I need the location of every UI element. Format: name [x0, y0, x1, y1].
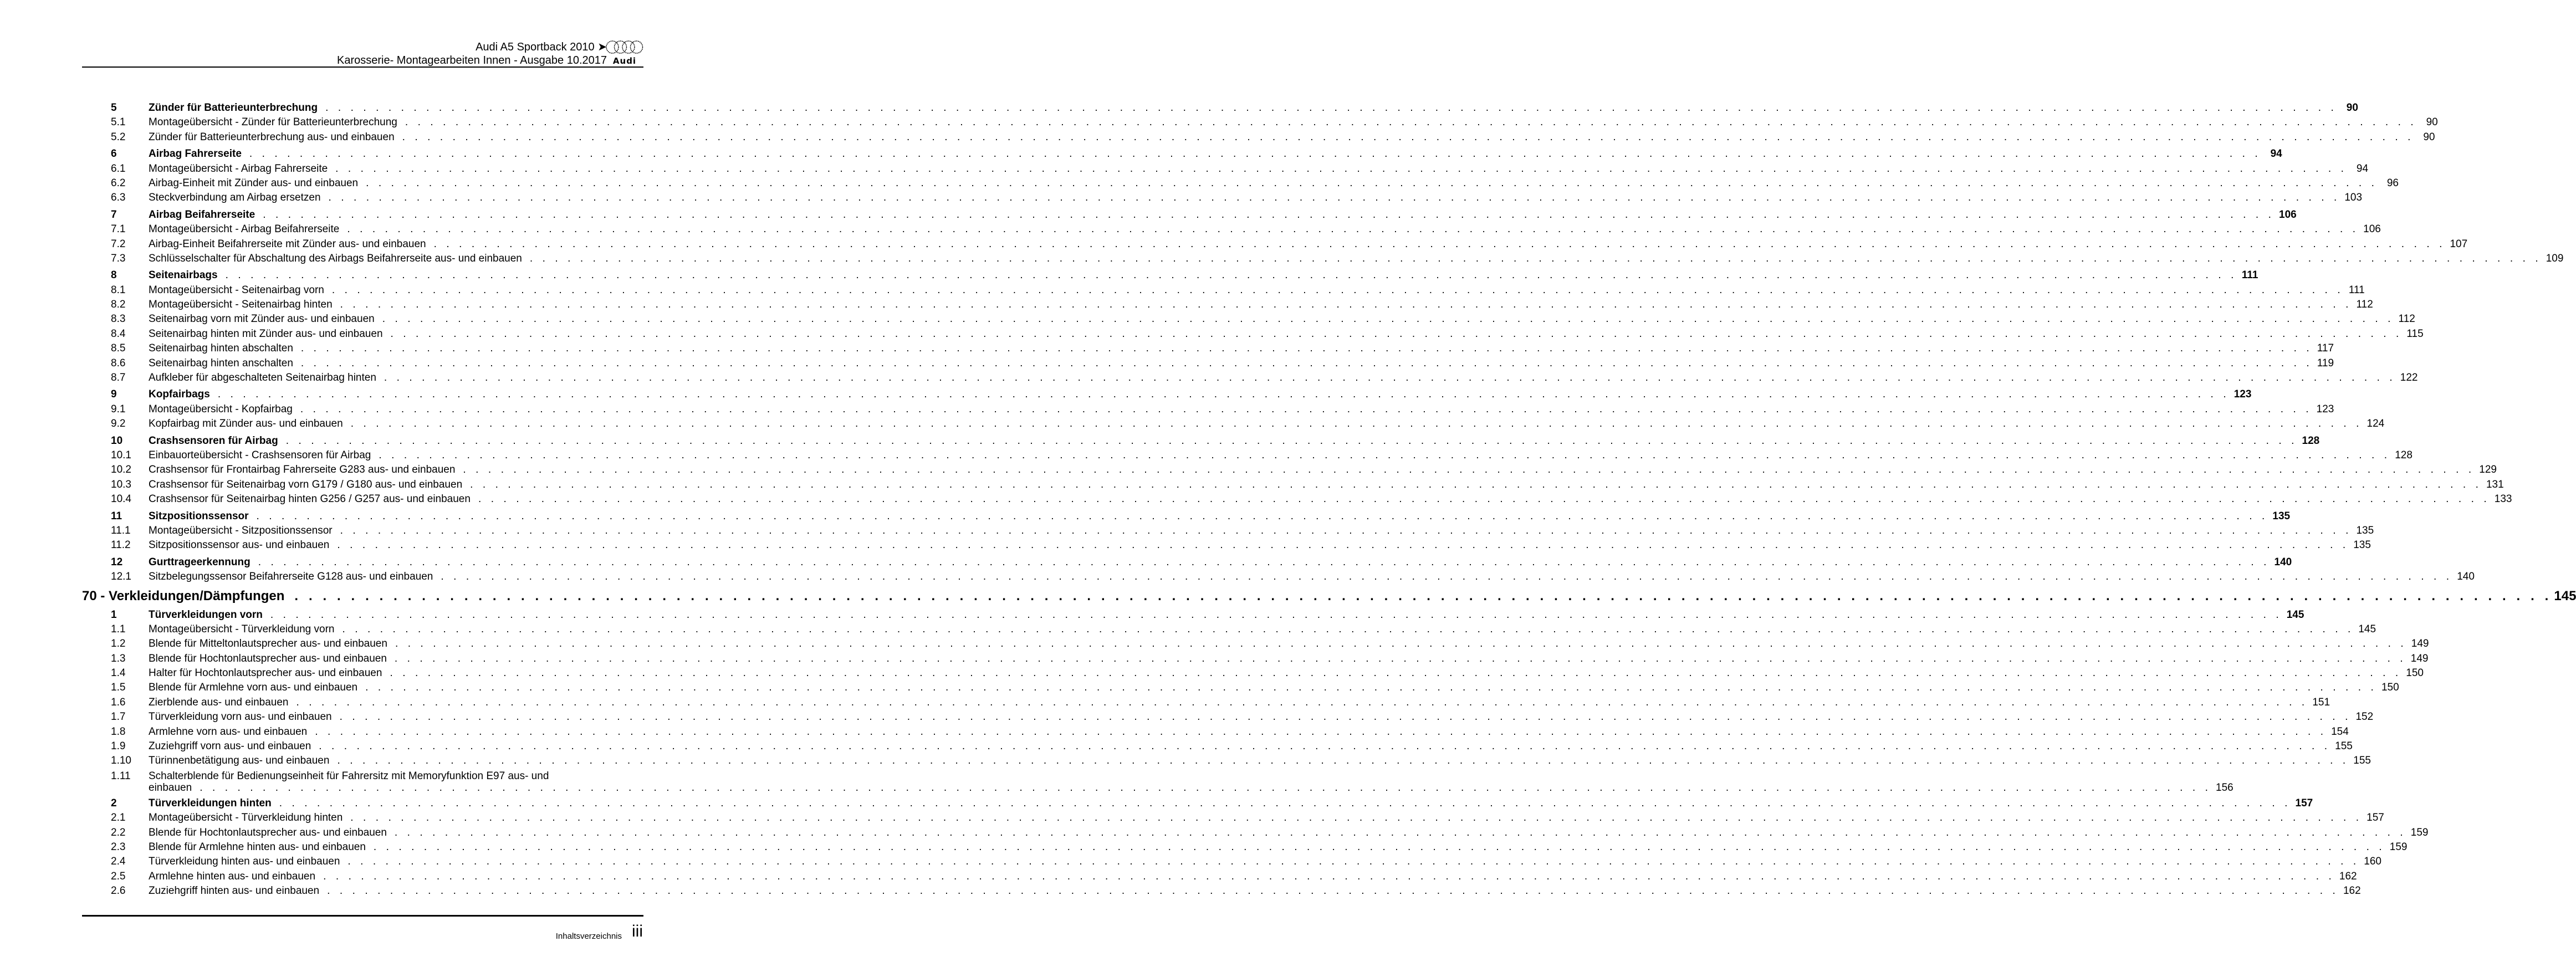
dot-leader: . . . . . . . . . . . . . . . . . . . . . . . . . . . . . . . . . . . . . . . . . . . . . . . . . . . . . . . . . . . . . . . . . . . . . . . . . . . . . . . . . . . . . . . . . . . . . . . . . . . . . . . . . . . . . . . . . . . . . . . . . . . . . . . . . . . . . . . . . . . . . . . . . . . . . . . . . . . . . . . . — [256, 510, 2268, 522]
entry-title: Steckverbindung am Airbag ersetzen — [149, 192, 321, 204]
entry-page: 155 — [2335, 740, 2353, 753]
entry-page: 150 — [2406, 667, 2424, 679]
entry-title: Montageübersicht - Zünder für Batterieunterbrechung — [149, 116, 397, 129]
dot-leader: . . . . . . . . . . . . . . . . . . . . . . . . . . . . . . . . . . . . . . . . . . . . . . . . . . . . . . . . . . . . . . . . . . . . . . . . . . . . . . . . . . . . . . . . . . . . . . . . . . . . . . . . . . . . . . . . . . . . . . . . . . . . . . . . . . . . . . . . . . . . . . . . . . . . . . . . . . . . . . . . — [463, 464, 2475, 476]
entry-number: 1.6 — [111, 696, 126, 708]
toc-chapter[interactable] — [111, 208, 2297, 222]
dot-leader: . . . . . . . . . . . . . . . . . . . . . . . . . . . . . . . . . . . . . . . . . . . . . . . . . . . . . . . . . . . . . . . . . . . . . . . . . . . . . . . . . . . . . . . . . . . . . . . . . . . . . . . . . . . . . . . . . . . . . . . . . . . . . . . . . . . . . . . . . . . . . . . . . . . . . . . . . . . . . . . . — [339, 711, 2352, 723]
entry-page: 157 — [2367, 812, 2384, 824]
audi-wordmark: Audi — [612, 56, 637, 66]
dot-leader: . . . . . . . . . . . . . . . . . . . . . . . . . . . . . . . . . . . . . . . . . . . . . . . . . . . . . . . . . . . . . . . . . . . . . . . . . . . . . . . . . . . . . . . . . . . . . . . . . . . . . . . . . . . . . . . . . . . . . . . . . . . . . . . . . . . . . . . . . . . . . . . . . . . . . . . . . . . . . . . . — [433, 238, 2446, 250]
entry-number: 2.5 — [111, 870, 126, 882]
toc-entry[interactable] — [111, 463, 2497, 477]
entry-page: 123 — [2316, 403, 2334, 415]
toc-entry[interactable] — [111, 312, 2415, 326]
entry-number: 8.5 — [111, 342, 126, 355]
entry-number: 8.1 — [111, 284, 126, 296]
entry-page: 152 — [2355, 711, 2374, 723]
entry-page: 149 — [2410, 652, 2429, 664]
entry-title: Seitenairbag hinten abschalten — [149, 342, 293, 355]
entry-number: 1.11 — [111, 770, 131, 782]
entry-number: 1.1 — [111, 623, 126, 635]
dot-leader: . . . . . . . . . . . . . . . . . . . . . . . . . . . . . . . . . . . . . . . . . . . . . . . . . . . . . . . . . . . . . . . . . . . . . . . . . . . . . . . . . . . . . . . . . . . . . . . . . . . . . . . . . . . . . . . . . . . . . . . . . . . . . . . . . . . . . . . . . . . . . . . . . . . . . . . . . . . . . . . . — [441, 571, 2453, 583]
entry-title: Zuziehgriff hinten aus- und einbauen — [149, 885, 320, 897]
entry-title: Montageübersicht - Seitenairbag hinten — [149, 299, 333, 311]
entry-number: 10 — [111, 434, 123, 447]
entry-number: 2.4 — [111, 856, 126, 868]
entry-title: Blende für Armlehne vorn aus- und einbauen — [149, 682, 358, 694]
toc-entry[interactable] — [111, 252, 2564, 266]
toc-entry[interactable] — [111, 695, 2330, 710]
entry-number: 8 — [111, 269, 117, 282]
entry-number: 8.6 — [111, 357, 126, 369]
entry-number: 9.2 — [111, 418, 126, 430]
entry-title: Zierblende aus- und einbauen — [149, 696, 289, 708]
entry-number: 8.2 — [111, 299, 126, 311]
dot-leader: . . . . . . . . . . . . . . . . . . . . . . . . . . . . . . . . . . . . . . . . . . . . . . . . . . . . . . . . . . . . . . . . . . . . . . . . . . . . . . . . . . . . . . . . . . . . . . . . . . . . . . . . . . . . . . . . . . . . . . . . . . . . . . . . . . . . . . . . . . . . . . . . . . . . . . . . . . . . . . . . — [263, 208, 2275, 221]
dot-leader: . . . . . . . . . . . . . . . . . . . . . . . . . . . . . . . . . . . . . . . . . . . . . . . . . . . . . . . . . . . . . . . . . . . . . . . . . . . . . . . . . . . . . . . . . . . . . . . . . . . . . . . . . . . . . . . . . . . . . . . . . . . . . . . . . . . . . . . . . . . . . . . . . . . . . . . . . . . . . . . . — [315, 725, 2327, 738]
entry-title: Türverkleidungen hinten — [149, 797, 272, 809]
entry-title: Blende für Armlehne hinten aus- und einbauen — [149, 841, 366, 853]
entry-page: 94 — [2270, 148, 2282, 160]
dot-leader: . . . . . . . . . . . . . . . . . . . . . . . . . . . . . . . . . . . . . . . . . . . . . . . . . . . . . . . . . . . . . . . . . . . . . . . . . . . . . . . . . . . . . . . . . . . . . . . . . . . . . . . . . . . . . . . . . . . . . . . . . . . . . . . . . . . . . . . . . . . . . . . . . . . . . . . . . . . . . . . . — [225, 269, 2237, 282]
toc-entry[interactable] — [111, 869, 2357, 884]
toc-entry[interactable] — [111, 637, 2429, 651]
dot-leader: . . . . . . . . . . . . . . . . . . . . . . . . . . . . . . . . . . . . . . . . . . . . . . . . . . . . . . . . . . . . . . . . . . . . . . . . . . . . . . . . . . . . . . . . . . . . . . . . . . . . . . . . . . . . . . . . . . . . . . . . . . . . . . . . . . . . . . . . . . . . . . . . . . . . . . . . . . . . . . . . — [350, 418, 2363, 430]
toc-chapter[interactable] — [111, 608, 2304, 622]
toc-entry[interactable] — [111, 524, 2374, 538]
entry-number: 1 — [111, 608, 117, 621]
entry-number: 1.3 — [111, 652, 126, 664]
entry-page: 111 — [2241, 269, 2258, 282]
entry-page: 128 — [2302, 434, 2320, 447]
toc-entry[interactable] — [111, 356, 2334, 371]
dot-leader: . . . . . . . . . . . . . . . . . . . . . . . . . . . . . . . . . . . . . . . . . . . . . . . . . . . . . . . . . . . . . . . . . . . . . . . . . . . . . . . . . . . . . . . . . . . . . . . . . . . . . . . . . . . . . . . . . . . . . . . . . . . . . . . . . . . . . . . . . . . . . . . . . . . . . . . . . . . . . . . . — [337, 539, 2349, 551]
entry-page: 90 — [2423, 131, 2435, 143]
entry-number: 5.1 — [111, 116, 126, 129]
entry-title: 70 - Verkleidungen/Dämpfungen — [82, 588, 285, 603]
entry-page: 149 — [2411, 638, 2429, 650]
dot-leader: . . . . . . . . . . . . . . . . . . . . . . . . . . . . . . . . . . . . . . . . . . . . . . . . . . . . . . . . . . . . . . . . . . . . . . . . . . . . . . . . . . . . . . . . . . . . . . . . . . . . . . . . . . . . . . . . . . . . . . . . . . . . . . . . . . . . . . . . . . . . . . . . . . . . . . . . . . . . . . . . — [390, 667, 2402, 679]
audi-rings-icon — [605, 40, 644, 54]
toc-chapter[interactable] — [111, 434, 2320, 448]
entry-title: Montageübersicht - Airbag Fahrerseite — [149, 162, 328, 175]
entry-page: 162 — [2339, 870, 2357, 882]
dot-leader: . . . . . . . . . . . . . . . . . . . . . . . . . . . . . . . . . . . . . . . . . . . . . . . . . . . . . . . . . . . . . . . . . . . . . . . . . . . . . . . . . . . . . . . . . . . . . . . . . . . . . . . . . . . . . . . . . . . . . . . . . . . . . . . . . . . . . . . . . . . . . . . . . . . . . . . . . . . . . . . . — [285, 434, 2298, 447]
toc-chapter[interactable] — [111, 509, 2291, 524]
entry-page: 145 — [2286, 608, 2304, 621]
entry-page: 119 — [2317, 357, 2334, 369]
entry-page: 117 — [2317, 342, 2334, 355]
entry-title: Kopfairbags — [149, 388, 210, 401]
entry-title: Airbag-Einheit mit Zünder aus- und einbauen — [149, 177, 359, 189]
dot-leader: . . . . . . . . . . . . . . . . . . . . . . . . . . . . . . . . . . . . . . . . . . . . . . . . . . . . . . . . . . . . . . . . . . . . . . . . . . . . . . . . . . . . . . . . . . . . . . . . . . . . . . . . . . . . . . . . . . . . . . . . . . . . . . . . . . . . . . . . . . . . . . . . . . . . . . . . . . . . . . . . — [294, 588, 2552, 603]
dot-leader: . . . . . . . . . . . . . . . . . . . . . . . . . . . . . . . . . . . . . . . . . . . . . . . . . . . . . . . . . . . . . . . . . . . . . . . . . . . . . . . . . . . . . . . . . . . . . . . . . . . . . . . . . . . . . . . . . . . . . . . . . . . . . . . . . . . . . . . . . . . . . . . . . . . . . . . . . . . . . . . . — [200, 782, 2212, 794]
entry-title: Türverkleidung hinten aus- und einbauen — [149, 856, 340, 868]
footer-label: Inhaltsverzeichnis — [555, 932, 622, 941]
entry-page: 135 — [2353, 539, 2371, 551]
entry-number: 5.2 — [111, 131, 126, 143]
dot-leader: . . . . . . . . . . . . . . . . . . . . . . . . . . . . . . . . . . . . . . . . . . . . . . . . . . . . . . . . . . . . . . . . . . . . . . . . . . . . . . . . . . . . . . . . . . . . . . . . . . . . . . . . . . . . . . . . . . . . . . . . . . . . . . . . . . . . . . . . . . . . . . . . . . . . . . . . . . . . . . . . — [331, 284, 2344, 296]
entry-number: 7.3 — [111, 252, 126, 264]
entry-number: 9.1 — [111, 403, 126, 415]
dot-leader: . . . . . . . . . . . . . . . . . . . . . . . . . . . . . . . . . . . . . . . . . . . . . . . . . . . . . . . . . . . . . . . . . . . . . . . . . . . . . . . . . . . . . . . . . . . . . . . . . . . . . . . . . . . . . . . . . . . . . . . . . . . . . . . . . . . . . . . . . . . . . . . . . . . . . . . . . . . . . . . . — [217, 388, 2230, 401]
entry-title: Crashsensor für Seitenairbag vorn G179 / G180 aus- und einbauen — [149, 478, 463, 490]
entry-number: 2 — [111, 797, 117, 809]
entry-page: 90 — [2346, 102, 2358, 114]
toc-entry[interactable] — [111, 327, 2424, 341]
toc-entry[interactable] — [111, 710, 2374, 724]
dot-leader: . . . . . . . . . . . . . . . . . . . . . . . . . . . . . . . . . . . . . . . . . . . . . . . . . . . . . . . . . . . . . . . . . . . . . . . . . . . . . . . . . . . . . . . . . . . . . . . . . . . . . . . . . . . . . . . . . . . . . . . . . . . . . . . . . . . . . . . . . . . . . . . . . . . . . . . . . . . . . . . . — [394, 652, 2406, 664]
entry-title: Armlehne hinten aus- und einbauen — [149, 870, 316, 882]
entry-title: Montageübersicht - Airbag Beifahrerseite — [149, 223, 340, 236]
toc-entry[interactable] — [111, 222, 2381, 237]
audi-logo — [605, 40, 644, 66]
entry-title: Türverkleidungen vorn — [149, 608, 263, 621]
dot-leader: . . . . . . . . . . . . . . . . . . . . . . . . . . . . . . . . . . . . . . . . . . . . . . . . . . . . . . . . . . . . . . . . . . . . . . . . . . . . . . . . . . . . . . . . . . . . . . . . . . . . . . . . . . . . . . . . . . . . . . . . . . . . . . . . . . . . . . . . . . . . . . . . . . . . . . . . . . . . . . . . — [405, 116, 2417, 129]
entry-page: 94 — [2356, 162, 2369, 175]
entry-page: 160 — [2364, 856, 2381, 868]
entry-number: 11 — [111, 510, 122, 522]
entry-number: 11.1 — [111, 524, 131, 536]
entry-title: Montageübersicht - Kopfairbag — [149, 403, 293, 415]
entry-title: Crashsensor für Frontairbag Fahrerseite G283 aus- und einbauen — [149, 464, 456, 476]
entry-page: 162 — [2343, 885, 2361, 897]
footer-rule — [82, 915, 643, 917]
dot-leader: . . . . . . . . . . . . . . . . . . . . . . . . . . . . . . . . . . . . . . . . . . . . . . . . . . . . . . . . . . . . . . . . . . . . . . . . . . . . . . . . . . . . . . . . . . . . . . . . . . . . . . . . . . . . . . . . . . . . . . . . . . . . . . . . . . . . . . . . . . . . . . . . . . . . . . . . . . . . . . . . — [296, 696, 2308, 708]
toc-chapter[interactable] — [111, 555, 2292, 570]
entry-number: 1.10 — [111, 755, 131, 767]
entry-page: 123 — [2233, 388, 2252, 401]
entry-title-continued: einbauen — [149, 782, 192, 794]
entry-page: 135 — [2356, 524, 2374, 536]
toc-entry[interactable] — [111, 681, 2399, 695]
entry-page: 106 — [2279, 208, 2297, 221]
entry-number: 8.3 — [111, 313, 126, 325]
dot-leader: . . . . . . . . . . . . . . . . . . . . . . . . . . . . . . . . . . . . . . . . . . . . . . . . . . . . . . . . . . . . . . . . . . . . . . . . . . . . . . . . . . . . . . . . . . . . . . . . . . . . . . . . . . . . . . . . . . . . . . . . . . . . . . . . . . . . . . . . . . . . . . . . . . . . . . . . . . . . . . . . — [327, 885, 2339, 897]
dot-leader: . . . . . . . . . . . . . . . . . . . . . . . . . . . . . . . . . . . . . . . . . . . . . . . . . . . . . . . . . . . . . . . . . . . . . . . . . . . . . . . . . . . . . . . . . . . . . . . . . . . . . . . . . . . . . . . . . . . . . . . . . . . . . . . . . . . . . . . . . . . . . . . . . . . . . . . . . . . . . . . . — [335, 162, 2348, 175]
toc-entry[interactable] — [111, 237, 2468, 252]
entry-page: 109 — [2546, 252, 2564, 264]
entry-title: Türverkleidung vorn aus- und einbauen — [149, 711, 332, 723]
entry-title: Blende für Hochtonlautsprecher aus- und einbauen — [149, 826, 387, 838]
entry-number: 6.3 — [111, 192, 126, 204]
toc-chapter[interactable] — [111, 387, 2252, 402]
dot-leader: . . . . . . . . . . . . . . . . . . . . . . . . . . . . . . . . . . . . . . . . . . . . . . . . . . . . . . . . . . . . . . . . . . . . . . . . . . . . . . . . . . . . . . . . . . . . . . . . . . . . . . . . . . . . . . . . . . . . . . . . . . . . . . . . . . . . . . . . . . . . . . . . . . . . . . . . . . . . . . . . — [342, 623, 2354, 635]
entry-title: Sitzpositionssensor — [149, 510, 249, 522]
dot-leader: . . . . . . . . . . . . . . . . . . . . . . . . . . . . . . . . . . . . . . . . . . . . . . . . . . . . . . . . . . . . . . . . . . . . . . . . . . . . . . . . . . . . . . . . . . . . . . . . . . . . . . . . . . . . . . . . . . . . . . . . . . . . . . . . . . . . . . . . . . . . . . . . . . . . . . . . . . . . . . . . — [402, 131, 2414, 143]
entry-title: Crashsensoren für Airbag — [149, 434, 278, 447]
dot-leader: . . . . . . . . . . . . . . . . . . . . . . . . . . . . . . . . . . . . . . . . . . . . . . . . . . . . . . . . . . . . . . . . . . . . . . . . . . . . . . . . . . . . . . . . . . . . . . . . . . . . . . . . . . . . . . . . . . . . . . . . . . . . . . . . . . . . . . . . . . . . . . . . . . . . . . . . . . . . . . . . — [382, 313, 2394, 325]
entry-page: 135 — [2272, 510, 2291, 522]
dot-leader: . . . . . . . . . . . . . . . . . . . . . . . . . . . . . . . . . . . . . . . . . . . . . . . . . . . . . . . . . . . . . . . . . . . . . . . . . . . . . . . . . . . . . . . . . . . . . . . . . . . . . . . . . . . . . . . . . . . . . . . . . . . . . . . . . . . . . . . . . . . . . . . . . . . . . . . . . . . . . . . . — [390, 328, 2403, 340]
toc-entry[interactable] — [111, 417, 2385, 431]
toc-chapter[interactable] — [111, 147, 2282, 161]
toc-entry[interactable] — [111, 538, 2371, 552]
entry-page: 157 — [2295, 797, 2313, 809]
entry-page: 128 — [2395, 449, 2413, 461]
toc-entry[interactable] — [111, 448, 2413, 463]
entry-number: 7 — [111, 208, 117, 221]
toc-chapter[interactable] — [111, 268, 2258, 283]
entry-title: Seitenairbags — [149, 269, 218, 282]
page-number: iii — [632, 922, 643, 940]
dot-leader: . . . . . . . . . . . . . . . . . . . . . . . . . . . . . . . . . . . . . . . . . . . . . . . . . . . . . . . . . . . . . . . . . . . . . . . . . . . . . . . . . . . . . . . . . . . . . . . . . . . . . . . . . . . . . . . . . . . . . . . . . . . . . . . . . . . . . . . . . . . . . . . . . . . . . . . . . . . . . . . . — [337, 755, 2349, 767]
entry-title: Sitzbelegungssensor Beifahrerseite G128 aus- und einbauen — [149, 571, 433, 583]
header-rule — [82, 66, 643, 68]
toc-entry[interactable] — [111, 811, 2384, 825]
entry-page: 150 — [2381, 682, 2399, 694]
dot-leader: . . . . . . . . . . . . . . . . . . . . . . . . . . . . . . . . . . . . . . . . . . . . . . . . . . . . . . . . . . . . . . . . . . . . . . . . . . . . . . . . . . . . . . . . . . . . . . . . . . . . . . . . . . . . . . . . . . . . . . . . . . . . . . . . . . . . . . . . . . . . . . . . . . . . . . . . . . . . . . . . — [249, 148, 2261, 160]
header-model: Audi A5 Sportback 2010 ➤ — [476, 41, 607, 53]
toc-entry[interactable] — [111, 492, 2512, 507]
toc-entry[interactable] — [111, 739, 2353, 754]
toc-entry[interactable] — [111, 622, 2376, 637]
entry-page: 140 — [2457, 571, 2475, 583]
dot-leader: . . . . . . . . . . . . . . . . . . . . . . . . . . . . . . . . . . . . . . . . . . . . . . . . . . . . . . . . . . . . . . . . . . . . . . . . . . . . . . . . . . . . . . . . . . . . . . . . . . . . . . . . . . . . . . . . . . . . . . . . . . . . . . . . . . . . . . . . . . . . . . . . . . . . . . . . . . . . . . . . — [478, 493, 2490, 505]
dot-leader: . . . . . . . . . . . . . . . . . . . . . . . . . . . . . . . . . . . . . . . . . . . . . . . . . . . . . . . . . . . . . . . . . . . . . . . . . . . . . . . . . . . . . . . . . . . . . . . . . . . . . . . . . . . . . . . . . . . . . . . . . . . . . . . . . . . . . . . . . . . . . . . . . . . . . . . . . . . . . . . . — [373, 841, 2385, 853]
entry-page: 103 — [2344, 192, 2363, 204]
entry-number: 6 — [111, 148, 117, 160]
toc-entry[interactable] — [111, 115, 2438, 130]
entry-title: Armlehne vorn aus- und einbauen — [149, 725, 308, 738]
toc-entry-continuation[interactable] — [111, 782, 2233, 794]
entry-page: 122 — [2400, 372, 2418, 384]
entry-number: 1.4 — [111, 667, 126, 679]
entry-title: Schlüsselschalter für Abschaltung des Airbags Beifahrerseite aus- und einbauen — [149, 252, 522, 264]
dot-leader: . . . . . . . . . . . . . . . . . . . . . . . . . . . . . . . . . . . . . . . . . . . . . . . . . . . . . . . . . . . . . . . . . . . . . . . . . . . . . . . . . . . . . . . . . . . . . . . . . . . . . . . . . . . . . . . . . . . . . . . . . . . . . . . . . . . . . . . . . . . . . . . . . . . . . . . . . . . . . . . . — [379, 449, 2391, 461]
entry-number: 10.3 — [111, 478, 131, 490]
table-of-contents — [82, 101, 2576, 899]
entry-number: 2.1 — [111, 812, 126, 824]
entry-number: 2.2 — [111, 826, 126, 838]
dot-leader: . . . . . . . . . . . . . . . . . . . . . . . . . . . . . . . . . . . . . . . . . . . . . . . . . . . . . . . . . . . . . . . . . . . . . . . . . . . . . . . . . . . . . . . . . . . . . . . . . . . . . . . . . . . . . . . . . . . . . . . . . . . . . . . . . . . . . . . . . . . . . . . . . . . . . . . . . . . . . . . . — [279, 797, 2291, 809]
entry-page: 112 — [2398, 313, 2415, 325]
entry-title: Blende für Hochtonlautsprecher aus- und einbauen — [149, 652, 387, 664]
toc-entry[interactable] — [111, 298, 2373, 312]
entry-title: Montageübersicht - Türverkleidung hinten — [149, 812, 343, 824]
entry-number: 1.2 — [111, 638, 126, 650]
toc-entry[interactable] — [111, 826, 2429, 840]
toc-entry[interactable] — [111, 570, 2475, 584]
entry-number: 1.9 — [111, 740, 126, 753]
toc-entry[interactable] — [111, 130, 2435, 145]
entry-page: 145 — [2358, 623, 2376, 635]
entry-number: 8.4 — [111, 328, 126, 340]
dot-leader: . . . . . . . . . . . . . . . . . . . . . . . . . . . . . . . . . . . . . . . . . . . . . . . . . . . . . . . . . . . . . . . . . . . . . . . . . . . . . . . . . . . . . . . . . . . . . . . . . . . . . . . . . . . . . . . . . . . . . . . . . . . . . . . . . . . . . . . . . . . . . . . . . . . . . . . . . . . . . . . . — [394, 826, 2406, 838]
entry-title: Montageübersicht - Türverkleidung vorn — [149, 623, 335, 635]
dot-leader: . . . . . . . . . . . . . . . . . . . . . . . . . . . . . . . . . . . . . . . . . . . . . . . . . . . . . . . . . . . . . . . . . . . . . . . . . . . . . . . . . . . . . . . . . . . . . . . . . . . . . . . . . . . . . . . . . . . . . . . . . . . . . . . . . . . . . . . . . . . . . . . . . . . . . . . . . . . . . . . . — [350, 812, 2363, 824]
dot-leader: . . . . . . . . . . . . . . . . . . . . . . . . . . . . . . . . . . . . . . . . . . . . . . . . . . . . . . . . . . . . . . . . . . . . . . . . . . . . . . . . . . . . . . . . . . . . . . . . . . . . . . . . . . . . . . . . . . . . . . . . . . . . . . . . . . . . . . . . . . . . . . . . . . . . . . . . . . . . . . . . — [300, 342, 2313, 355]
entry-title: Montageübersicht - Sitzpositionssensor — [149, 524, 333, 536]
entry-number: 2.6 — [111, 885, 126, 897]
entry-page: 115 — [2406, 328, 2424, 340]
toc-entry[interactable] — [111, 884, 2361, 898]
entry-page: 140 — [2274, 556, 2292, 568]
dot-leader: . . . . . . . . . . . . . . . . . . . . . . . . . . . . . . . . . . . . . . . . . . . . . . . . . . . . . . . . . . . . . . . . . . . . . . . . . . . . . . . . . . . . . . . . . . . . . . . . . . . . . . . . . . . . . . . . . . . . . . . . . . . . . . . . . . . . . . . . . . . . . . . . . . . . . . . . . . . . . . . . — [323, 870, 2335, 882]
entry-number: 1.8 — [111, 725, 126, 738]
entry-page: 96 — [2386, 177, 2399, 189]
entry-number: 1.5 — [111, 682, 126, 694]
entry-title: Blende für Mitteltonlautsprecher aus- und einbauen — [149, 638, 387, 650]
entry-number: 9 — [111, 388, 117, 401]
entry-number: 8.7 — [111, 372, 126, 384]
entry-page: 155 — [2353, 755, 2371, 767]
entry-number: 2.3 — [111, 841, 126, 853]
toc-entry[interactable] — [111, 770, 643, 782]
entry-number: 10.1 — [111, 449, 131, 461]
entry-title: Gurttrageerkennung — [149, 556, 251, 568]
entry-title: Einbauorteübersicht - Crashsensoren für Airbag — [149, 449, 371, 461]
entry-title: Seitenairbag vorn mit Zünder aus- und einbauen — [149, 313, 375, 325]
entry-title: Zünder für Batterieunterbrechung aus- und einbauen — [149, 131, 395, 143]
entry-number: 7.2 — [111, 238, 126, 250]
entry-title: Airbag-Einheit Beifahrerseite mit Zünder aus- und einbauen — [149, 238, 426, 250]
entry-title: Seitenairbag hinten mit Zünder aus- und einbauen — [149, 328, 383, 340]
entry-page: 159 — [2389, 841, 2408, 853]
toc-chapter[interactable] — [111, 101, 2358, 115]
entry-page: 145 — [2554, 588, 2576, 603]
entry-page: 154 — [2331, 725, 2349, 738]
dot-leader: . . . . . . . . . . . . . . . . . . . . . . . . . . . . . . . . . . . . . . . . . . . . . . . . . . . . . . . . . . . . . . . . . . . . . . . . . . . . . . . . . . . . . . . . . . . . . . . . . . . . . . . . . . . . . . . . . . . . . . . . . . . . . . . . . . . . . . . . . . . . . . . . . . . . . . . . . . . . . . . . — [366, 177, 2378, 189]
dot-leader: . . . . . . . . . . . . . . . . . . . . . . . . . . . . . . . . . . . . . . . . . . . . . . . . . . . . . . . . . . . . . . . . . . . . . . . . . . . . . . . . . . . . . . . . . . . . . . . . . . . . . . . . . . . . . . . . . . . . . . . . . . . . . . . . . . . . . . . . . . . . . . . . . . . . . . . . . . . . . . . . — [340, 524, 2352, 536]
dot-leader: . . . . . . . . . . . . . . . . . . . . . . . . . . . . . . . . . . . . . . . . . . . . . . . . . . . . . . . . . . . . . . . . . . . . . . . . . . . . . . . . . . . . . . . . . . . . . . . . . . . . . . . . . . . . . . . . . . . . . . . . . . . . . . . . . . . . . . . . . . . . . . . . . . . . . . . . . . . . . . . . — [325, 102, 2337, 114]
entry-number: 12.1 — [111, 571, 131, 583]
entry-title: Seitenairbag hinten anschalten — [149, 357, 293, 369]
entry-number: 6.2 — [111, 177, 126, 189]
entry-page: 133 — [2494, 493, 2512, 505]
toc-entry[interactable] — [111, 191, 2363, 205]
toc-entry[interactable] — [111, 176, 2399, 191]
entry-page: 106 — [2363, 223, 2381, 236]
entry-page: 159 — [2410, 826, 2429, 838]
entry-page: 111 — [2348, 284, 2365, 296]
entry-title: Kopfairbag mit Zünder aus- und einbauen — [149, 418, 343, 430]
entry-page: 90 — [2426, 116, 2438, 129]
dot-leader: . . . . . . . . . . . . . . . . . . . . . . . . . . . . . . . . . . . . . . . . . . . . . . . . . . . . . . . . . . . . . . . . . . . . . . . . . . . . . . . . . . . . . . . . . . . . . . . . . . . . . . . . . . . . . . . . . . . . . . . . . . . . . . . . . . . . . . . . . . . . . . . . . . . . . . . . . . . . . . . . — [300, 357, 2313, 369]
dot-leader: . . . . . . . . . . . . . . . . . . . . . . . . . . . . . . . . . . . . . . . . . . . . . . . . . . . . . . . . . . . . . . . . . . . . . . . . . . . . . . . . . . . . . . . . . . . . . . . . . . . . . . . . . . . . . . . . . . . . . . . . . . . . . . . . . . . . . . . . . . . . . . . . . . . . . . . . . . . . . . . . — [470, 478, 2482, 490]
entry-title: Montageübersicht - Seitenairbag vorn — [149, 284, 324, 296]
toc-entry[interactable] — [111, 725, 2349, 739]
toc-entry[interactable] — [111, 666, 2424, 681]
dot-leader: . . . . . . . . . . . . . . . . . . . . . . . . . . . . . . . . . . . . . . . . . . . . . . . . . . . . . . . . . . . . . . . . . . . . . . . . . . . . . . . . . . . . . . . . . . . . . . . . . . . . . . . . . . . . . . . . . . . . . . . . . . . . . . . . . . . . . . . . . . . . . . . . . . . . . . . . . . . . . . . . — [258, 556, 2270, 568]
entry-number: 11.2 — [111, 539, 131, 551]
entry-page: 151 — [2312, 696, 2330, 708]
entry-number: 5 — [111, 102, 117, 114]
toc-entry[interactable] — [111, 162, 2369, 176]
toc-entry[interactable] — [111, 652, 2429, 666]
entry-page: 129 — [2479, 464, 2497, 476]
entry-page: 112 — [2356, 299, 2373, 311]
toc-entry[interactable] — [111, 840, 2408, 855]
entry-title: Aufkleber für abgeschalteten Seitenairbag hinten — [149, 372, 376, 384]
dot-leader: . . . . . . . . . . . . . . . . . . . . . . . . . . . . . . . . . . . . . . . . . . . . . . . . . . . . . . . . . . . . . . . . . . . . . . . . . . . . . . . . . . . . . . . . . . . . . . . . . . . . . . . . . . . . . . . . . . . . . . . . . . . . . . . . . . . . . . . . . . . . . . . . . . . . . . . . . . . . . . . . — [347, 223, 2359, 236]
entry-title: Zuziehgriff vorn aus- und einbauen — [149, 740, 311, 753]
entry-page: 107 — [2450, 238, 2468, 250]
toc-entry[interactable] — [111, 283, 2365, 298]
entry-title: Zünder für Batterieunterbrechung — [149, 102, 318, 114]
dot-leader: . . . . . . . . . . . . . . . . . . . . . . . . . . . . . . . . . . . . . . . . . . . . . . . . . . . . . . . . . . . . . . . . . . . . . . . . . . . . . . . . . . . . . . . . . . . . . . . . . . . . . . . . . . . . . . . . . . . . . . . . . . . . . . . . . . . . . . . . . . . . . . . . . . . . . . . . . . . . . . . . — [300, 403, 2312, 415]
dot-leader: . . . . . . . . . . . . . . . . . . . . . . . . . . . . . . . . . . . . . . . . . . . . . . . . . . . . . . . . . . . . . . . . . . . . . . . . . . . . . . . . . . . . . . . . . . . . . . . . . . . . . . . . . . . . . . . . . . . . . . . . . . . . . . . . . . . . . . . . . . . . . . . . . . . . . . . . . . . . . . . . — [384, 372, 2396, 384]
entry-title: Türinnenbetätigung aus- und einbauen — [149, 755, 330, 767]
dot-leader: . . . . . . . . . . . . . . . . . . . . . . . . . . . . . . . . . . . . . . . . . . . . . . . . . . . . . . . . . . . . . . . . . . . . . . . . . . . . . . . . . . . . . . . . . . . . . . . . . . . . . . . . . . . . . . . . . . . . . . . . . . . . . . . . . . . . . . . . . . . . . . . . . . . . . . . . . . . . . . . . — [340, 299, 2352, 311]
entry-page: 131 — [2486, 478, 2504, 490]
entry-title: Airbag Fahrerseite — [149, 148, 242, 160]
dot-leader: . . . . . . . . . . . . . . . . . . . . . . . . . . . . . . . . . . . . . . . . . . . . . . . . . . . . . . . . . . . . . . . . . . . . . . . . . . . . . . . . . . . . . . . . . . . . . . . . . . . . . . . . . . . . . . . . . . . . . . . . . . . . . . . . . . . . . . . . . . . . . . . . . . . . . . . . . . . . . . . . — [328, 192, 2340, 204]
entry-number: 6.1 — [111, 162, 126, 175]
toc-entry[interactable] — [111, 855, 2381, 869]
entry-title: Halter für Hochtonlautsprecher aus- und einbauen — [149, 667, 382, 679]
toc-entry[interactable] — [111, 402, 2334, 417]
entry-number: 10.4 — [111, 493, 131, 505]
entry-number: 12 — [111, 556, 123, 568]
dot-leader: . . . . . . . . . . . . . . . . . . . . . . . . . . . . . . . . . . . . . . . . . . . . . . . . . . . . . . . . . . . . . . . . . . . . . . . . . . . . . . . . . . . . . . . . . . . . . . . . . . . . . . . . . . . . . . . . . . . . . . . . . . . . . . . . . . . . . . . . . . . . . . . . . . . . . . . . . . . . . . . . — [319, 740, 2331, 753]
entry-number: 7.1 — [111, 223, 126, 236]
dot-leader: . . . . . . . . . . . . . . . . . . . . . . . . . . . . . . . . . . . . . . . . . . . . . . . . . . . . . . . . . . . . . . . . . . . . . . . . . . . . . . . . . . . . . . . . . . . . . . . . . . . . . . . . . . . . . . . . . . . . . . . . . . . . . . . . . . . . . . . . . . . . . . . . . . . . . . . . . . . . . . . . — [365, 682, 2377, 694]
dot-leader: . . . . . . . . . . . . . . . . . . . . . . . . . . . . . . . . . . . . . . . . . . . . . . . . . . . . . . . . . . . . . . . . . . . . . . . . . . . . . . . . . . . . . . . . . . . . . . . . . . . . . . . . . . . . . . . . . . . . . . . . . . . . . . . . . . . . . . . . . . . . . . . . . . . . . . . . . . . . . . . . — [395, 638, 2407, 650]
toc-entry[interactable] — [111, 478, 2504, 492]
entry-number: 1.7 — [111, 711, 126, 723]
entry-title: Sitzpositionssensor aus- und einbauen — [149, 539, 330, 551]
toc-part-heading[interactable] — [82, 587, 2576, 606]
toc-entry[interactable] — [111, 341, 2334, 356]
entry-title: Schalterblende für Bedienungseinheit für Fahrersitz mit Memoryfunktion E97 aus- und — [149, 770, 549, 782]
dot-leader: . . . . . . . . . . . . . . . . . . . . . . . . . . . . . . . . . . . . . . . . . . . . . . . . . . . . . . . . . . . . . . . . . . . . . . . . . . . . . . . . . . . . . . . . . . . . . . . . . . . . . . . . . . . . . . . . . . . . . . . . . . . . . . . . . . . . . . . . . . . . . . . . . . . . . . . . . . . . . . . . — [270, 608, 2282, 621]
entry-page: 156 — [2216, 782, 2233, 794]
toc-entry[interactable] — [111, 754, 2371, 768]
dot-leader: . . . . . . . . . . . . . . . . . . . . . . . . . . . . . . . . . . . . . . . . . . . . . . . . . . . . . . . . . . . . . . . . . . . . . . . . . . . . . . . . . . . . . . . . . . . . . . . . . . . . . . . . . . . . . . . . . . . . . . . . . . . . . . . . . . . . . . . . . . . . . . . . . . . . . . . . . . . . . . . . — [347, 856, 2360, 868]
header-subtitle: Karosserie- Montagearbeiten Innen - Ausgabe 10.2017 — [336, 54, 607, 66]
toc-chapter[interactable] — [111, 796, 2313, 811]
entry-title: Airbag Beifahrerseite — [149, 208, 255, 221]
toc-entry[interactable] — [111, 371, 2418, 385]
entry-page: 124 — [2367, 418, 2385, 430]
entry-title: Crashsensor für Seitenairbag hinten G256 / G257 aus- und einbauen — [149, 493, 471, 505]
dot-leader: . . . . . . . . . . . . . . . . . . . . . . . . . . . . . . . . . . . . . . . . . . . . . . . . . . . . . . . . . . . . . . . . . . . . . . . . . . . . . . . . . . . . . . . . . . . . . . . . . . . . . . . . . . . . . . . . . . . . . . . . . . . . . . . . . . . . . . . . . . . . . . . . . . . . . . . . . . . . . . . . — [529, 252, 2542, 264]
entry-number: 10.2 — [111, 464, 131, 476]
